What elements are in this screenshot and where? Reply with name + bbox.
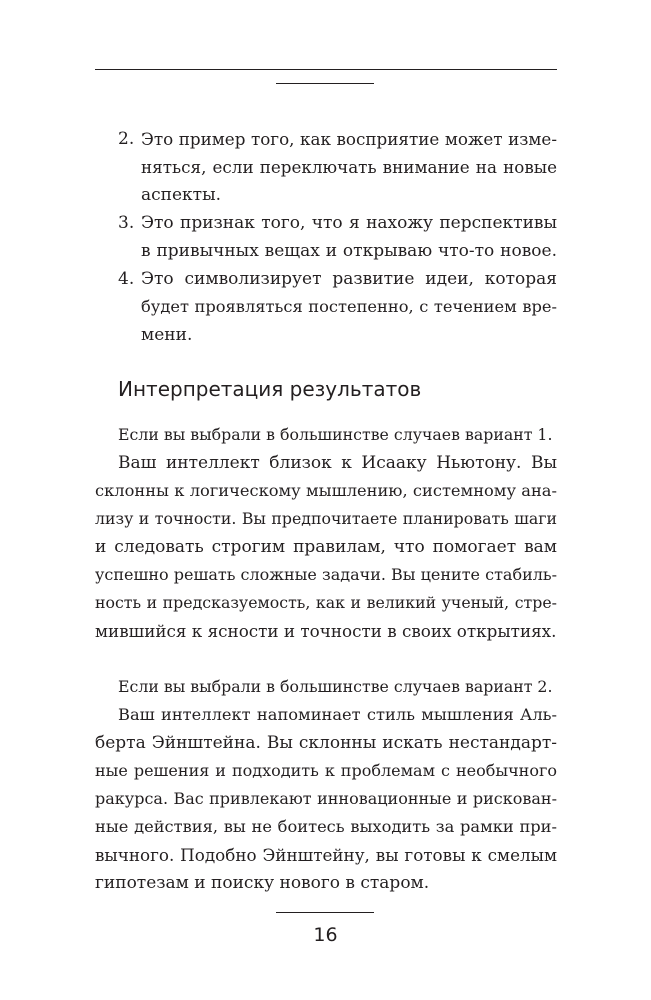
list-item-4-line-2: будет проявляться постепенно, с течением вре- <box>141 297 557 316</box>
section2-intro: Если вы выбрали в большинстве случаев вариант 2. <box>118 677 553 696</box>
section2-line-1: Ваш интеллект напоминает стиль мышления Аль- <box>118 705 557 724</box>
section2-line-2: берта Эйнштейна. Вы склонны искать нестандарт- <box>95 733 557 753</box>
section1-intro: Если вы выбрали в большинстве случаев вариант 1. <box>118 425 553 444</box>
list-number-2: 2. <box>118 129 135 149</box>
list-item-4-line-1: Это символизирует развитие идеи, которая <box>141 269 557 289</box>
section1-line-2: склонны к логическому мышлению, системному ана- <box>95 481 557 500</box>
section2-line-5: ные действия, вы не боитесь выходить за рамки при- <box>95 817 557 836</box>
section1-line-7: мившийся к ясности и точности в своих открытиях. <box>95 621 557 641</box>
header-short-rule <box>276 83 374 84</box>
list-item-3-line-2: в привычных вещах и открываю что-то новое. <box>141 241 557 261</box>
section2-line-3: ные решения и подходить к проблемам с необычного <box>95 761 557 780</box>
list-item-4-line-3: мени. <box>141 325 193 345</box>
header-rule <box>95 69 557 70</box>
section1-line-6: ность и предсказуемость, как и великий ученый, стре- <box>95 593 557 612</box>
page-number: 16 <box>313 924 338 946</box>
footer-rule <box>276 912 374 913</box>
section2-line-6: вычного. Подобно Эйнштейну, вы готовы к смелым <box>95 845 557 865</box>
section2-line-4: ракурса. Вас привлекают инновационные и рискован- <box>95 789 557 808</box>
section1-line-4: и следовать строгим правилам, что помогает вам <box>95 537 557 557</box>
list-item-2-line-1: Это пример того, как восприятие может изме- <box>141 129 557 149</box>
section2-line-7: гипотезам и поиску нового в старом. <box>95 873 430 893</box>
list-item-3-line-1: Это признак того, что я нахожу перспективы <box>141 213 557 233</box>
section1-line-3: лизу и точности. Вы предпочитаете планировать шаги <box>95 509 557 528</box>
section-heading: Интерпретация результатов <box>118 377 422 401</box>
list-number-4: 4. <box>118 269 135 289</box>
section1-line-1: Ваш интеллект близок к Исааку Ньютону. Вы <box>118 453 557 473</box>
list-number-3: 3. <box>118 213 135 233</box>
list-item-2-line-2: няться, если переключать внимание на новые <box>141 157 557 177</box>
list-item-2-line-3: аспекты. <box>141 185 222 205</box>
section1-line-5: успешно решать сложные задачи. Вы цените стабиль- <box>95 565 558 584</box>
